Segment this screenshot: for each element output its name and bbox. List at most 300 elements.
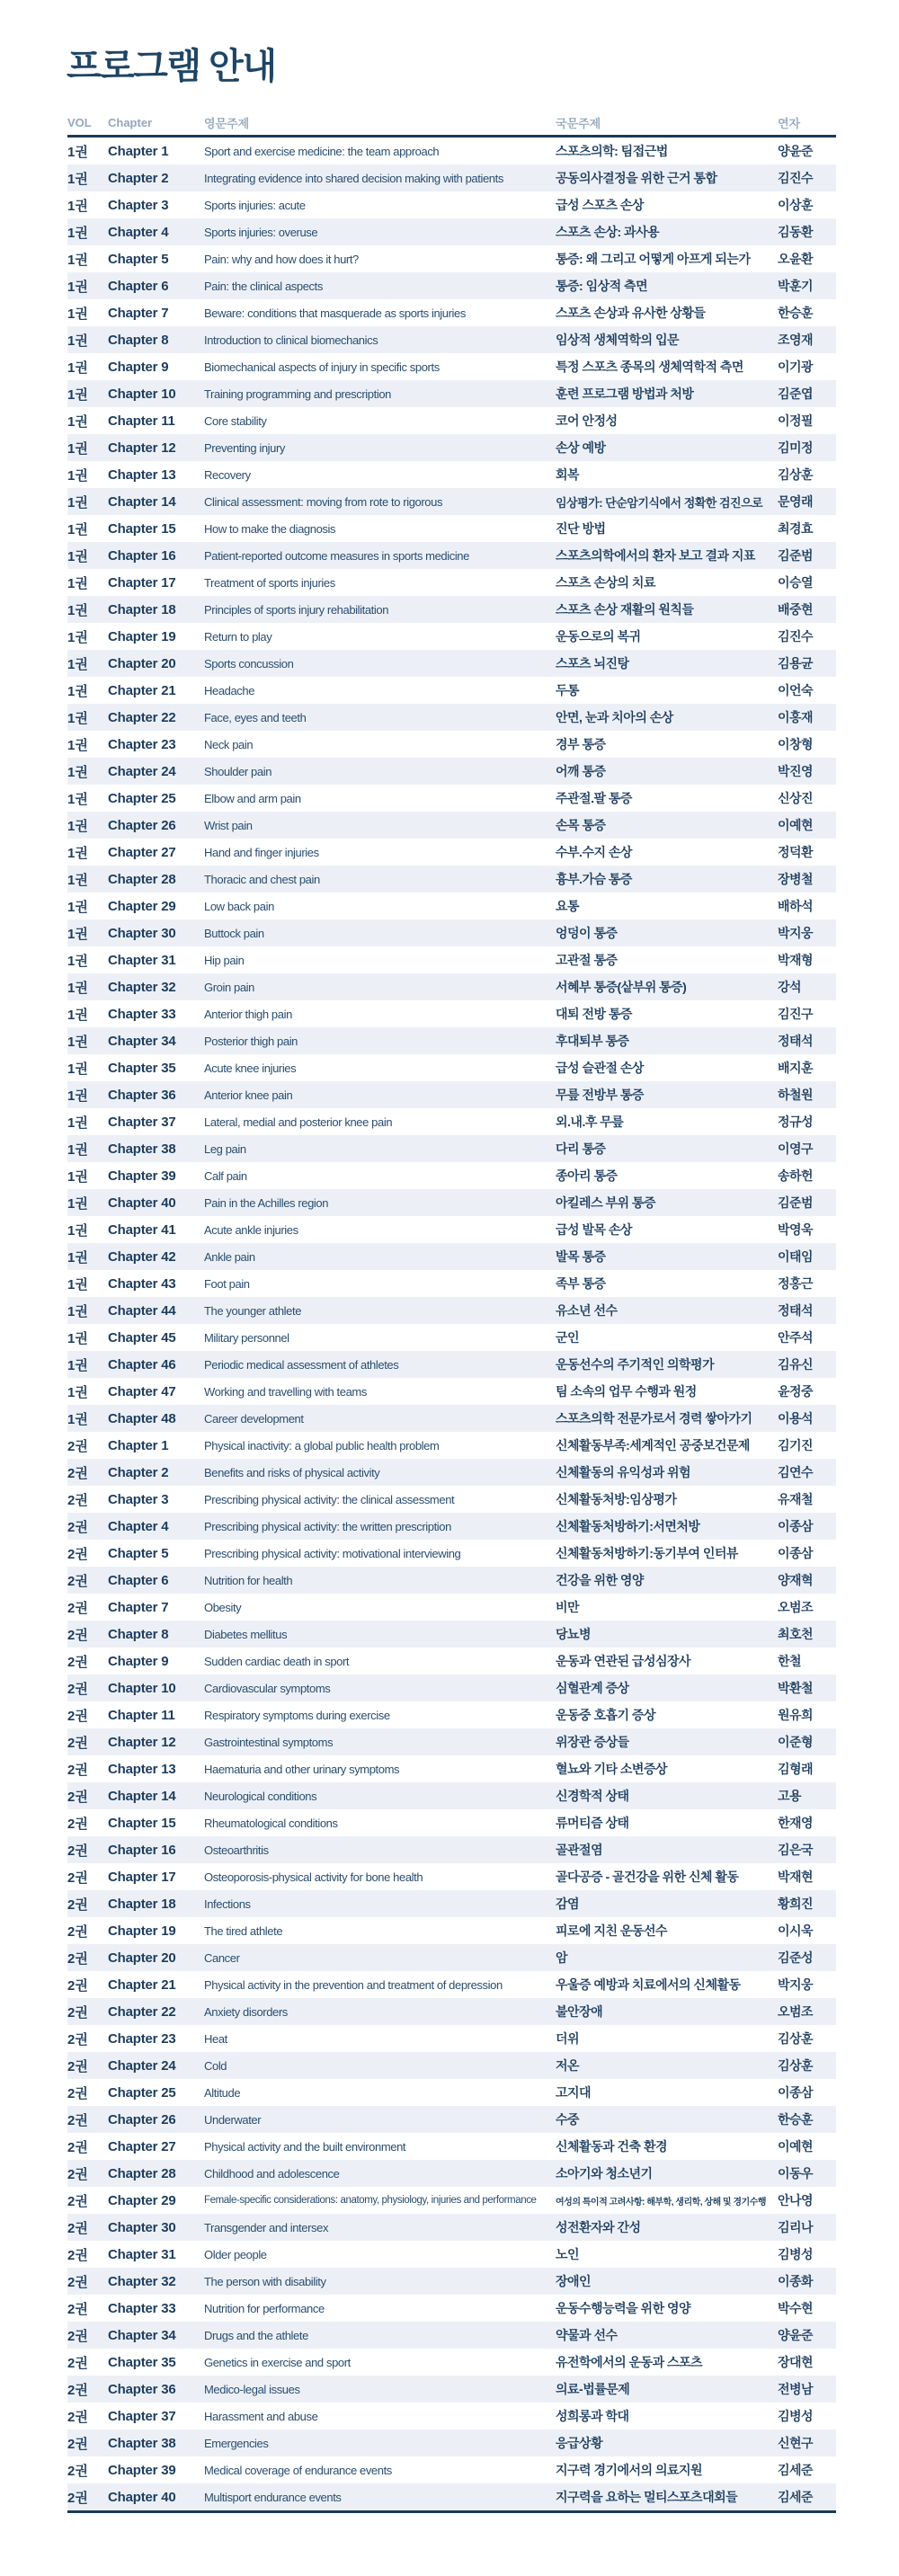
table-row (67, 2376, 836, 2403)
row-vol: 2권 (67, 1681, 88, 1697)
row-chapter: Chapter 41 (108, 1221, 176, 1238)
row-speaker: 김준범 (778, 1195, 814, 1210)
table-row (67, 596, 836, 623)
row-english-topic: Anxiety disorders (204, 2004, 288, 2019)
row-vol: 1권 (67, 440, 88, 457)
row-korean-topic: 골관절염 (556, 1843, 603, 1857)
table-bottom-rule (67, 2510, 836, 2513)
row-vol: 1권 (67, 1061, 88, 1077)
row-korean-topic: 스포츠 손상: 과사용 (556, 225, 660, 239)
row-vol: 1권 (67, 818, 88, 834)
row-english-topic: The person with disability (204, 2274, 326, 2288)
row-speaker: 김준성 (778, 1950, 814, 1965)
row-chapter: Chapter 11 (108, 413, 175, 429)
table-row (67, 839, 836, 866)
row-vol: 2권 (67, 1870, 88, 1886)
row-korean-topic: 불안장애 (556, 2004, 603, 2019)
row-korean-topic: 유전학에서의 운동과 스포츠 (556, 2355, 703, 2369)
table-row (67, 1459, 836, 1486)
row-vol: 1권 (67, 575, 88, 591)
row-korean-topic: 엉덩이 통증 (556, 926, 618, 940)
row-speaker: 김유신 (778, 1357, 814, 1372)
row-vol: 2권 (67, 1546, 88, 1562)
table-row (67, 1162, 836, 1189)
row-vol: 1권 (67, 1222, 88, 1239)
row-korean-topic: 코어 안정성 (556, 413, 618, 428)
row-speaker: 황희진 (778, 1896, 814, 1911)
row-english-topic: Childhood and adolescence (204, 2166, 340, 2181)
row-speaker: 이종삼 (778, 1546, 814, 1560)
row-speaker: 이용석 (778, 1411, 814, 1426)
table-row (67, 1486, 836, 1513)
row-chapter: Chapter 17 (108, 574, 176, 591)
row-vol: 1권 (67, 1411, 88, 1427)
row-speaker: 전병남 (778, 2382, 814, 2396)
table-row (67, 1863, 836, 1890)
row-korean-topic: 족부 통증 (556, 1276, 606, 1291)
row-english-topic: Physical inactivity: a global public health problem (204, 1438, 440, 1452)
row-speaker: 양재혁 (778, 1573, 814, 1587)
row-english-topic: Biomechanical aspects of injury in specific sports (204, 360, 440, 374)
row-korean-topic: 발목 통증 (556, 1249, 606, 1264)
row-vol: 1권 (67, 1141, 88, 1158)
row-speaker: 이종삼 (778, 1519, 814, 1533)
row-english-topic: Lateral, medial and posterior knee pain (204, 1115, 393, 1129)
row-english-topic: Gastrointestinal symptoms (204, 1735, 334, 1749)
row-chapter: Chapter 6 (108, 278, 169, 294)
row-english-topic: Clinical assessment: moving from rote to rigorous (204, 494, 443, 509)
row-vol: 1권 (67, 144, 88, 160)
row-korean-topic: 통증: 왜 그리고 어떻게 아프게 되는가 (556, 252, 751, 266)
table-row (67, 353, 836, 380)
row-korean-topic: 당뇨병 (556, 1627, 592, 1641)
row-korean-topic: 약물과 선수 (556, 2328, 618, 2342)
table-row (67, 1108, 836, 1135)
row-english-topic: Emergencies (204, 2436, 269, 2450)
row-english-topic: Sports concussion (204, 656, 294, 671)
table-row (67, 2349, 836, 2376)
row-chapter: Chapter 10 (108, 1680, 176, 1696)
row-korean-topic: 운동과 연관된 급성심장사 (556, 1654, 691, 1668)
row-english-topic: Elbow and arm pain (204, 791, 301, 805)
row-korean-topic: 급성 발목 손상 (556, 1222, 632, 1237)
row-korean-topic: 스포츠의학: 팀접근법 (556, 144, 668, 158)
row-speaker: 김동환 (778, 225, 814, 239)
row-chapter: Chapter 20 (108, 655, 176, 671)
row-chapter: Chapter 7 (108, 305, 169, 321)
table-row (67, 191, 836, 218)
row-chapter: Chapter 35 (108, 2354, 176, 2370)
row-chapter: Chapter 2 (108, 170, 169, 186)
row-english-topic: Physical activity in the prevention and treatment of depression (204, 1977, 503, 1992)
row-speaker: 이태임 (778, 1249, 814, 1264)
row-vol: 2권 (67, 1519, 88, 1535)
row-vol: 2권 (67, 2382, 88, 2398)
row-vol: 1권 (67, 1115, 88, 1131)
table-row (67, 488, 836, 515)
row-korean-topic: 건강을 위한 영양 (556, 1573, 644, 1587)
row-english-topic: Sports injuries: overuse (204, 225, 318, 239)
table-row (67, 2429, 836, 2456)
row-korean-topic: 대퇴 전방 통증 (556, 1007, 632, 1021)
row-vol: 1권 (67, 602, 88, 618)
table-row (67, 1594, 836, 1621)
row-vol: 2권 (67, 1438, 88, 1454)
row-korean-topic: 지구력을 요하는 멀티스포츠대회들 (556, 2490, 738, 2504)
row-speaker: 한승훈 (778, 306, 814, 320)
row-speaker: 이시욱 (778, 1923, 814, 1938)
row-chapter: Chapter 12 (108, 1734, 176, 1750)
row-vol: 2권 (67, 1600, 88, 1616)
row-vol: 1권 (67, 656, 88, 672)
table-row (67, 1755, 836, 1782)
table-row (67, 1513, 836, 1540)
row-english-topic: Pain in the Achilles region (204, 1195, 329, 1210)
row-vol: 1권 (67, 306, 88, 322)
row-speaker: 박지웅 (778, 926, 814, 940)
table-row (67, 919, 836, 946)
row-vol: 1권 (67, 953, 88, 969)
row-korean-topic: 훈련 프로그램 방법과 처방 (556, 386, 694, 401)
row-chapter: Chapter 18 (108, 601, 176, 617)
row-english-topic: Headache (204, 683, 255, 697)
row-korean-topic: 비만 (556, 1600, 580, 1614)
row-vol: 2권 (67, 1492, 88, 1508)
table-row (67, 1917, 836, 1944)
table-row (67, 2295, 836, 2322)
table-row (67, 1432, 836, 1459)
row-speaker: 유재철 (778, 1492, 814, 1506)
row-korean-topic: 두통 (556, 683, 580, 697)
row-korean-topic: 경부 통증 (556, 737, 606, 751)
row-chapter: Chapter 28 (108, 2165, 176, 2181)
col-header-chapter: Chapter (108, 115, 153, 129)
col-header-english-topic: 영문주제 (204, 116, 250, 130)
row-english-topic: The younger athlete (204, 1303, 302, 1318)
table-row (67, 299, 836, 326)
row-english-topic: Thoracic and chest pain (204, 872, 320, 886)
row-speaker: 박진영 (778, 764, 814, 778)
row-vol: 2권 (67, 2112, 88, 2128)
row-vol: 1권 (67, 1330, 88, 1346)
row-korean-topic: 우울증 예방과 치료에서의 신체활동 (556, 1977, 741, 1992)
row-speaker: 정규성 (778, 1115, 814, 1129)
row-vol: 1권 (67, 737, 88, 753)
row-korean-topic: 신체활동처방:임상평가 (556, 1492, 677, 1506)
row-vol: 2권 (67, 2247, 88, 2263)
row-speaker: 최호천 (778, 1627, 814, 1641)
row-korean-topic: 여성의 특이적 고려사항: 해부학, 생리학, 상해 및 경기수행 (556, 2197, 767, 2207)
row-english-topic: The tired athlete (204, 1923, 283, 1938)
row-chapter: Chapter 33 (108, 1006, 176, 1022)
row-speaker: 이언숙 (778, 683, 814, 697)
row-chapter: Chapter 28 (108, 871, 176, 887)
table-row (67, 1728, 836, 1755)
row-chapter: Chapter 10 (108, 386, 176, 402)
row-korean-topic: 의료-법률문제 (556, 2382, 630, 2396)
row-speaker: 정태석 (778, 1303, 814, 1318)
row-english-topic: Training programming and prescription (204, 386, 391, 401)
row-chapter: Chapter 37 (108, 2408, 176, 2424)
row-speaker: 한재영 (778, 1816, 814, 1830)
table-row (67, 1809, 836, 1836)
row-vol: 1권 (67, 467, 88, 484)
row-korean-topic: 손상 예방 (556, 440, 606, 455)
row-vol: 1권 (67, 1357, 88, 1373)
row-vol: 1권 (67, 1088, 88, 1104)
row-vol: 1권 (67, 629, 88, 645)
row-english-topic: Periodic medical assessment of athletes (204, 1357, 399, 1372)
row-korean-topic: 서혜부 통증(샅부위 통증) (556, 980, 687, 994)
row-chapter: Chapter 5 (108, 1545, 169, 1561)
row-vol: 2권 (67, 1950, 88, 1967)
row-chapter: Chapter 47 (108, 1383, 176, 1399)
row-korean-topic: 수부.수지 손상 (556, 845, 632, 859)
row-chapter: Chapter 23 (108, 736, 176, 752)
row-vol: 1권 (67, 1007, 88, 1023)
row-english-topic: Osteoporosis-physical activity for bone health (204, 1870, 423, 1884)
table-body (67, 138, 836, 2510)
row-korean-topic: 신경학적 상태 (556, 1789, 629, 1803)
row-english-topic: Acute ankle injuries (204, 1222, 298, 1237)
table-header-row (67, 110, 836, 138)
table-row (67, 1621, 836, 1648)
row-chapter: Chapter 2 (108, 1464, 169, 1480)
row-speaker: 박재형 (778, 953, 814, 967)
row-chapter: Chapter 8 (108, 1626, 169, 1642)
table-row (67, 1971, 836, 1998)
row-korean-topic: 주관절.팔 통증 (556, 791, 632, 805)
row-vol: 1권 (67, 980, 88, 996)
row-korean-topic: 운동선수의 주기적인 의학평가 (556, 1357, 715, 1372)
row-vol: 2권 (67, 2058, 88, 2074)
row-chapter: Chapter 30 (108, 2219, 176, 2235)
row-chapter: Chapter 14 (108, 493, 176, 510)
row-chapter: Chapter 13 (108, 466, 176, 483)
row-vol: 2권 (67, 2004, 88, 2021)
row-chapter: Chapter 20 (108, 1950, 176, 1966)
row-chapter: Chapter 36 (108, 2381, 176, 2397)
row-vol: 2권 (67, 1627, 88, 1643)
row-english-topic: Prescribing physical activity: motivational interviewing (204, 1546, 461, 1560)
row-speaker: 김준범 (778, 548, 814, 563)
row-speaker: 김준엽 (778, 386, 814, 401)
row-korean-topic: 통증: 임상적 측면 (556, 279, 648, 293)
row-chapter: Chapter 18 (108, 1896, 176, 1912)
row-chapter: Chapter 48 (108, 1410, 176, 1426)
row-korean-topic: 회복 (556, 467, 580, 482)
row-english-topic: Haematuria and other urinary symptoms (204, 1762, 400, 1776)
table-row (67, 515, 836, 542)
row-english-topic: Diabetes mellitus (204, 1627, 288, 1641)
row-speaker: 김상훈 (778, 2031, 814, 2046)
row-speaker: 이창형 (778, 737, 814, 751)
row-chapter: Chapter 23 (108, 2030, 176, 2047)
col-header-korean-topic: 국문주제 (556, 116, 601, 130)
row-english-topic: Neck pain (204, 737, 254, 751)
row-english-topic: Infections (204, 1896, 251, 1911)
row-speaker: 박훈기 (778, 279, 814, 293)
row-speaker: 박환철 (778, 1681, 814, 1695)
row-korean-topic: 급성 슬관절 손상 (556, 1061, 644, 1075)
table-row (67, 1782, 836, 1809)
row-english-topic: Introduction to clinical biomechanics (204, 333, 378, 347)
row-vol: 2권 (67, 1789, 88, 1805)
row-vol: 1권 (67, 333, 88, 349)
row-english-topic: Preventing injury (204, 440, 286, 455)
row-speaker: 최경효 (778, 521, 814, 536)
row-chapter: Chapter 9 (108, 1653, 169, 1669)
row-chapter: Chapter 22 (108, 2003, 176, 2020)
row-chapter: Chapter 35 (108, 1060, 176, 1076)
row-chapter: Chapter 19 (108, 1923, 176, 1939)
row-english-topic: Nutrition for health (204, 1573, 293, 1587)
row-english-topic: Buttock pain (204, 926, 264, 940)
row-speaker: 이동우 (778, 2166, 814, 2181)
row-korean-topic: 진단 방법 (556, 521, 606, 536)
table-row (67, 1701, 836, 1728)
row-chapter: Chapter 37 (108, 1114, 176, 1130)
row-korean-topic: 암 (556, 1950, 568, 1965)
row-chapter: Chapter 17 (108, 1869, 176, 1885)
row-chapter: Chapter 13 (108, 1761, 176, 1777)
table-row (67, 1324, 836, 1351)
row-speaker: 한철 (778, 1654, 802, 1668)
row-vol: 2권 (67, 1654, 88, 1670)
row-english-topic: Principles of sports injury rehabilitation (204, 602, 389, 617)
row-speaker: 박재현 (778, 1870, 814, 1884)
row-korean-topic: 안면, 눈과 치아의 손상 (556, 710, 673, 724)
program-table (67, 110, 836, 2513)
table-row (67, 1836, 836, 1863)
row-speaker: 이종삼 (778, 2085, 814, 2100)
row-chapter: Chapter 6 (108, 1572, 169, 1588)
row-english-topic: Older people (204, 2247, 267, 2261)
table-row (67, 1944, 836, 1971)
table-row (67, 1081, 836, 1108)
row-speaker: 김진수 (778, 629, 814, 644)
row-chapter: Chapter 32 (108, 979, 176, 995)
row-korean-topic: 아킬레스 부위 통증 (556, 1195, 655, 1210)
row-korean-topic: 신체활동처방하기:서면처방 (556, 1519, 700, 1533)
table-row (67, 2214, 836, 2241)
row-chapter: Chapter 32 (108, 2273, 176, 2289)
row-vol: 2권 (67, 2085, 88, 2101)
row-english-topic: Respiratory symptoms during exercise (204, 1708, 390, 1722)
row-speaker: 김세준 (778, 2490, 814, 2504)
row-chapter: Chapter 25 (108, 2084, 176, 2101)
row-chapter: Chapter 22 (108, 709, 176, 725)
table-row (67, 893, 836, 919)
row-english-topic: Medico-legal issues (204, 2382, 300, 2396)
row-vol: 1권 (67, 1034, 88, 1050)
row-vol: 1권 (67, 1195, 88, 1212)
row-vol: 1권 (67, 494, 88, 511)
row-speaker: 양윤준 (778, 144, 814, 158)
row-vol: 2권 (67, 1735, 88, 1751)
row-speaker: 정홍근 (778, 1276, 814, 1291)
row-english-topic: Core stability (204, 413, 267, 428)
row-korean-topic: 피로에 지친 운동선수 (556, 1923, 667, 1938)
row-english-topic: Sports injuries: acute (204, 198, 306, 212)
row-speaker: 이승열 (778, 575, 814, 590)
row-vol: 2권 (67, 1896, 88, 1913)
row-speaker: 안주석 (778, 1330, 814, 1345)
row-english-topic: Anterior thigh pain (204, 1007, 292, 1021)
table-row (67, 245, 836, 272)
row-english-topic: Working and travelling with teams (204, 1384, 367, 1399)
row-speaker: 장병철 (778, 872, 814, 886)
row-english-topic: Nutrition for performance (204, 2301, 325, 2315)
row-vol: 1권 (67, 1384, 88, 1400)
row-vol: 1권 (67, 845, 88, 861)
row-vol: 1권 (67, 683, 88, 699)
row-vol: 2권 (67, 2328, 88, 2344)
table-row (67, 946, 836, 973)
table-row (67, 1351, 836, 1378)
row-speaker: 신현구 (778, 2436, 814, 2450)
table-row (67, 731, 836, 758)
table-row (67, 461, 836, 488)
row-korean-topic: 골다공증 - 골건강을 위한 신체 활동 (556, 1870, 739, 1884)
row-korean-topic: 스포츠 손상 재활의 원칙들 (556, 602, 694, 617)
row-korean-topic: 지구력 경기에서의 의료지원 (556, 2463, 703, 2477)
row-chapter: Chapter 9 (108, 359, 169, 375)
row-speaker: 정태석 (778, 1034, 814, 1048)
table-row (67, 380, 836, 407)
row-speaker: 박수현 (778, 2301, 814, 2315)
row-speaker: 강석 (778, 980, 802, 994)
row-speaker: 김진구 (778, 1007, 814, 1021)
table-row (67, 1270, 836, 1297)
row-speaker: 김용균 (778, 656, 814, 671)
row-korean-topic: 고지대 (556, 2085, 592, 2100)
row-english-topic: Cancer (204, 1950, 240, 1965)
row-korean-topic: 스포츠의학에서의 환자 보고 결과 지표 (556, 548, 755, 563)
row-chapter: Chapter 27 (108, 844, 176, 860)
table-row (67, 2483, 836, 2510)
row-korean-topic: 고관절 통증 (556, 953, 618, 967)
row-vol: 1권 (67, 1168, 88, 1185)
row-chapter: Chapter 12 (108, 440, 176, 456)
table-row (67, 1405, 836, 1432)
row-korean-topic: 소아기와 청소년기 (556, 2166, 653, 2181)
table-row (67, 164, 836, 191)
row-korean-topic: 유소년 선수 (556, 1303, 618, 1318)
row-english-topic: Neurological conditions (204, 1789, 317, 1803)
table-row (67, 1540, 836, 1567)
row-korean-topic: 저온 (556, 2058, 580, 2073)
row-english-topic: Face, eyes and teeth (204, 710, 307, 724)
row-speaker: 문영래 (778, 494, 814, 509)
row-chapter: Chapter 19 (108, 628, 176, 644)
row-chapter: Chapter 29 (108, 898, 176, 914)
row-chapter: Chapter 46 (108, 1356, 176, 1372)
row-english-topic: Altitude (204, 2085, 241, 2100)
row-vol: 1권 (67, 1276, 88, 1292)
row-english-topic: Obesity (204, 1600, 242, 1614)
row-vol: 2권 (67, 2274, 88, 2290)
row-english-topic: Hip pain (204, 953, 245, 967)
row-speaker: 이정필 (778, 413, 814, 428)
row-english-topic: Transgender and intersex (204, 2220, 329, 2234)
row-speaker: 이준형 (778, 1735, 814, 1749)
row-vol: 1권 (67, 521, 88, 537)
row-english-topic: Anterior knee pain (204, 1088, 293, 1102)
row-speaker: 장대현 (778, 2355, 814, 2369)
row-korean-topic: 스포츠의학 전문가로서 경력 쌓아가기 (556, 1411, 752, 1426)
row-english-topic: Osteoarthritis (204, 1843, 269, 1857)
